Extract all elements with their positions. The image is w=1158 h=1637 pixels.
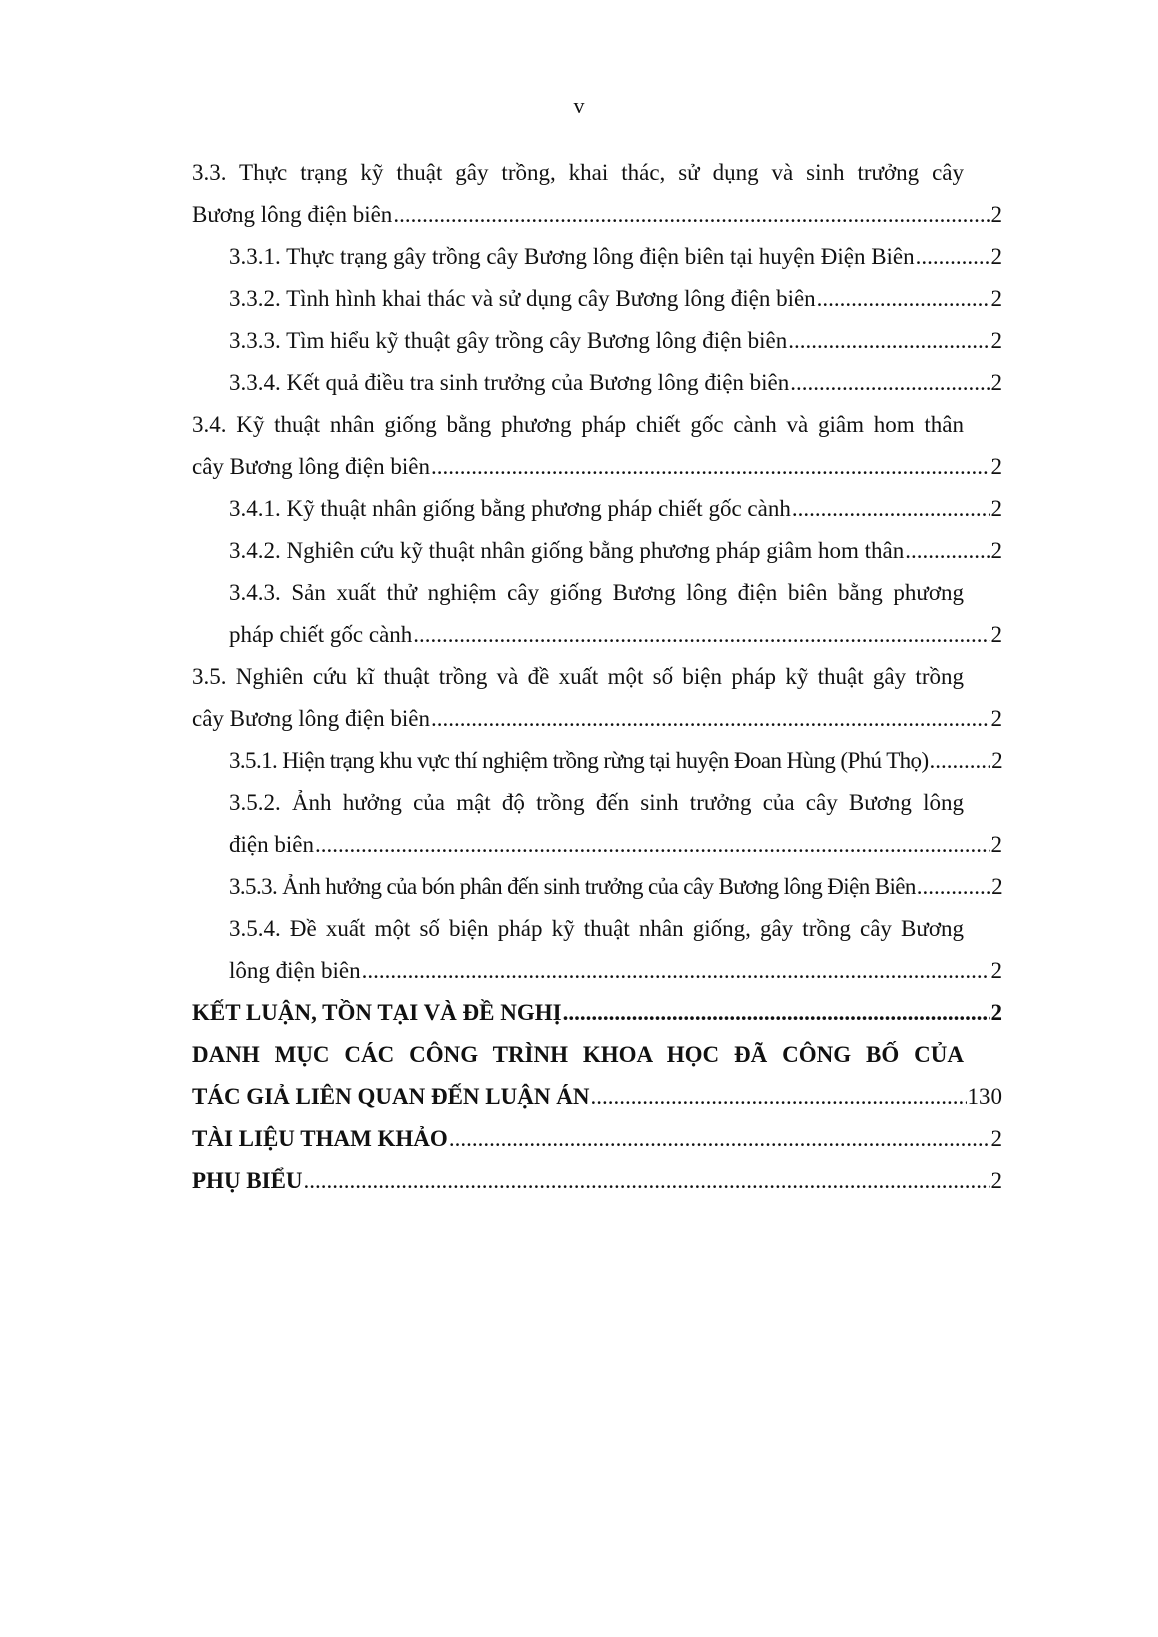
toc-entry-3-3-line1: 3.3. Thực trạng kỹ thuật gây trồng, khai thác, sử dụng và sinh trưởng cây <box>192 160 964 185</box>
toc-entry-3-3-3[interactable]: 3.3.3. Tìm hiểu kỹ thuật gây trồng cây Bương lông điện biên ..... 2 <box>229 326 1002 356</box>
toc-page-number: 2 <box>990 622 1002 647</box>
toc-page-number: 2 <box>990 1126 1002 1151</box>
toc-page-number: 2 <box>990 370 1002 395</box>
page-number: v <box>573 93 585 118</box>
leader-dots <box>905 536 989 566</box>
toc-entry-appendix[interactable]: PHỤ BIỂU ..... 2 <box>192 1166 1002 1196</box>
toc-entry-references[interactable]: TÀI LIỆU THAM KHẢO ..... 2 <box>192 1124 1002 1154</box>
toc-page-number: 2 <box>990 832 1002 857</box>
toc-entry-3-4-line1: 3.4. Kỹ thuật nhân giống bằng phương pháp chiết gốc cành và giâm hom thân <box>192 412 964 437</box>
toc-page-number: 2 <box>990 244 1002 269</box>
toc-page-number: 2 <box>990 706 1002 731</box>
leader-dots <box>563 998 990 1028</box>
toc-entry-publications[interactable]: TÁC GIẢ LIÊN QUAN ĐẾN LUẬN ÁN ..... 130 <box>192 1082 1002 1112</box>
toc-entry-3-5-3[interactable]: 3.5.3. Ảnh hưởng của bón phân đến sinh trưởng của cây Bương lông Điện Biên ..... 2 <box>229 872 1002 902</box>
toc-page-number: 130 <box>967 1084 1002 1109</box>
toc-page-number: 2 <box>990 538 1002 563</box>
leader-dots <box>315 830 990 860</box>
toc-entry-3-4-3[interactable]: pháp chiết gốc cành ..... 2 <box>229 620 1002 650</box>
toc-entry-3-4-2[interactable]: 3.4.2. Nghiên cứu kỹ thuật nhân giống bằng phương pháp giâm hom thân ..... 2 <box>229 536 1002 566</box>
leader-dots <box>449 1124 990 1154</box>
toc-entry-3-5-1[interactable]: 3.5.1. Hiện trạng khu vực thí nghiệm trồng rừng tại huyện Đoan Hùng (Phú Thọ) ..... 2 <box>229 746 1002 776</box>
toc-entry-3-4-1[interactable]: 3.4.1. Kỹ thuật nhân giống bằng phương pháp chiết gốc cành ..... 2 <box>229 494 1002 524</box>
toc-entry-publications-line1: DANH MỤC CÁC CÔNG TRÌNH KHOA HỌC ĐÃ CÔNG BỐ CỦA <box>192 1042 964 1067</box>
leader-dots <box>817 284 990 314</box>
toc-page-number: 2 <box>990 454 1002 479</box>
toc-entry-3-4[interactable]: cây Bương lông điện biên ..... 2 <box>192 452 1002 482</box>
toc-page-number: 2 <box>990 496 1002 521</box>
leader-dots <box>431 704 990 734</box>
leader-dots <box>393 200 989 230</box>
leader-dots <box>304 1166 990 1196</box>
toc-entry-3-3[interactable]: Bương lông điện biên ..... 2 <box>192 200 1002 230</box>
toc-page-number: 2 <box>990 202 1002 227</box>
toc-page-number: 2 <box>991 874 1002 899</box>
toc-entry-3-5-4-line1: 3.5.4. Đề xuất một số biện pháp kỹ thuật nhân giống, gây trồng cây Bương <box>229 916 964 941</box>
toc-page-number: 2 <box>990 1168 1002 1193</box>
toc-entry-3-5[interactable]: cây Bương lông điện biên ..... 2 <box>192 704 1002 734</box>
toc-entry-3-5-2[interactable]: điện biên ..... 2 <box>229 830 1002 860</box>
toc-entry-3-5-line1: 3.5. Nghiên cứu kĩ thuật trồng và đề xuất một số biện pháp kỹ thuật gây trồng <box>192 664 964 689</box>
toc-page-number: 2 <box>991 748 1002 773</box>
leader-dots <box>413 620 989 650</box>
leader-dots <box>431 452 990 482</box>
leader-dots <box>590 1082 966 1112</box>
toc-entry-3-4-3-line1: 3.4.3. Sản xuất thử nghiệm cây giống Bương lông điện biên bằng phương <box>229 580 964 605</box>
leader-dots <box>790 368 989 398</box>
toc-entry-conclusion[interactable]: KẾT LUẬN, TỒN TẠI VÀ ĐỀ NGHỊ ..... 2 <box>192 998 1002 1028</box>
toc-page-number: 2 <box>990 286 1002 311</box>
toc-entry-3-5-4[interactable]: lông điện biên ..... 2 <box>229 956 1002 986</box>
toc-page-number: 2 <box>990 1000 1002 1025</box>
toc-entry-3-3-4[interactable]: 3.3.4. Kết quả điều tra sinh trưởng của Bương lông điện biên ..... 2 <box>229 368 1002 398</box>
leader-dots <box>917 872 990 902</box>
leader-dots <box>916 242 990 272</box>
toc-entry-3-3-2[interactable]: 3.3.2. Tình hình khai thác và sử dụng cây Bương lông điện biên ..... 2 <box>229 284 1002 314</box>
toc-entry-3-3-1[interactable]: 3.3.1. Thực trạng gây trồng cây Bương lông điện biên tại huyện Điện Biên ..... 2 <box>229 242 1002 272</box>
toc-page-number: 2 <box>990 328 1002 353</box>
toc-entry-3-5-2-line1: 3.5.2. Ảnh hưởng của mật độ trồng đến sinh trưởng của cây Bương lông <box>229 790 964 815</box>
leader-dots <box>788 326 989 356</box>
leader-dots <box>930 746 991 776</box>
leader-dots <box>362 956 990 986</box>
toc-page-number: 2 <box>990 958 1002 983</box>
leader-dots <box>792 494 990 524</box>
